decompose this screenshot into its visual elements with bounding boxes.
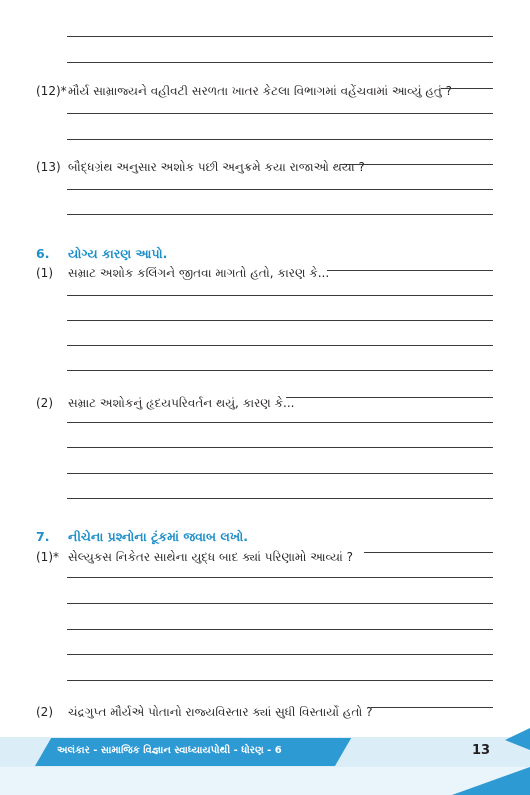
question-text: સમ્રાટ અશોકનું હૃદયપરિવર્તન થયું, કારણ કે... (68, 396, 295, 410)
answer-line (67, 422, 493, 423)
answer-line (67, 139, 493, 140)
answer-line (67, 629, 493, 630)
question-text: બૌદ્ધગ્રંથ અનુસાર અશોક પછી અનુક્રમે કયા રાજાઓ થયા ? (68, 160, 365, 174)
answer-line (286, 397, 493, 398)
answer-line (67, 473, 493, 474)
question-number: (12)* (36, 84, 67, 98)
footer-title: અલંકાર - સામાજિક વિજ્ઞાન સ્વાધ્યાયપોથી - ધોરણ - 6 (57, 745, 282, 756)
answer-line (67, 214, 493, 215)
footer-bottom-strip (0, 767, 530, 795)
section-title: નીચેના પ્રશ્નોના ટૂંકમાં જવાબ લખો. (68, 529, 248, 544)
question-text: સમ્રાટ અશોક કલિંગને જીતવા માગતો હતો, કારણ કે... (68, 266, 330, 280)
question-text: મૌર્ય સામ્રાજ્યને વહીવટી સરળતા ખાતર કેટલા વિભાગમાં વહેંચવામાં આવ્યું હતું ? (68, 84, 453, 98)
answer-line (67, 345, 493, 346)
answer-line (67, 603, 493, 604)
section-number: 6. (36, 246, 50, 261)
answer-line (67, 62, 493, 63)
question-number: (1) (36, 266, 53, 280)
answer-line (67, 113, 493, 114)
answer-line (67, 295, 493, 296)
answer-line (67, 654, 493, 655)
answer-line (364, 552, 493, 553)
answer-line (371, 707, 493, 708)
answer-line (67, 447, 493, 448)
answer-line (67, 36, 493, 37)
page-number-box (460, 738, 530, 766)
answer-line (441, 88, 493, 89)
answer-line (67, 680, 493, 681)
answer-line (67, 320, 493, 321)
answer-line (67, 189, 493, 190)
question-number: (1)* (36, 550, 59, 564)
question-text: ચંદ્રગુપ્ત મૌર્યએ પોતાનો રાજ્યવિસ્તાર ક્યાં સુધી વિસ્તાર્યો હતો ? (68, 705, 373, 719)
answer-line (340, 164, 493, 165)
question-text: સેલ્યુકસ નિકેતર સાથેના યુદ્ધ બાદ ક્યાં પરિણામો આવ્યાં ? (68, 550, 354, 564)
answer-line (67, 498, 493, 499)
answer-line (327, 270, 493, 271)
answer-line (67, 370, 493, 371)
section-title: યોગ્ય કારણ આપો. (68, 246, 168, 261)
answer-line (67, 577, 493, 578)
page-number: 13 (472, 743, 491, 758)
section-number: 7. (36, 529, 50, 544)
question-number: (13) (36, 160, 61, 174)
question-number: (2) (36, 396, 53, 410)
question-number: (2) (36, 705, 53, 719)
